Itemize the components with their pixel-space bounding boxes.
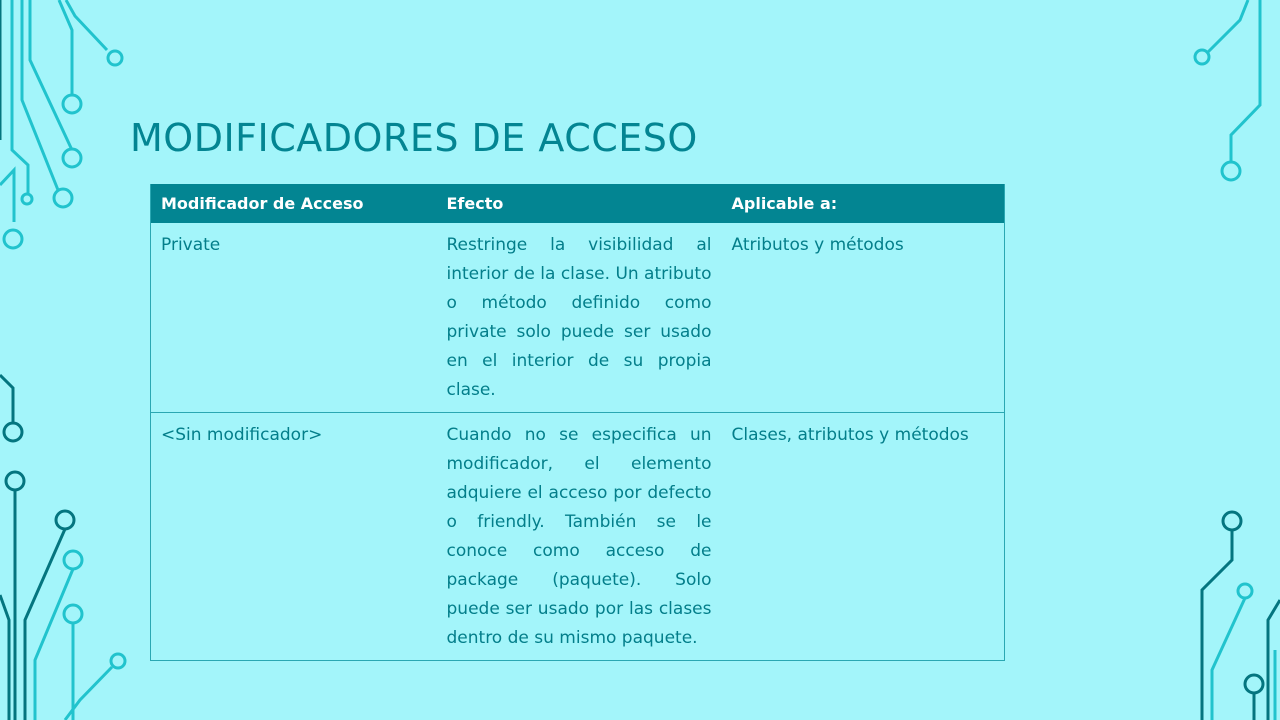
circuit-bottom-right-light (1212, 584, 1275, 720)
cell-applies-to: Clases, atributos y métodos (731, 425, 969, 445)
table-body (151, 223, 1005, 661)
circuit-top-left (0, 0, 122, 248)
cell-modifier: <Sin modificador> (161, 425, 323, 445)
slide-title: MODIFICADORES DE ACCESO (130, 116, 698, 160)
table-row (151, 223, 1005, 413)
cell-effect: Cuando no se especifica un modificador, el elemento adquiere el acceso por defecto o friendly. También se le conoce como acceso de package (paquete). Solo puede ser usado por las clases dentro de su mismo paquete. (446, 425, 712, 648)
cell-modifier: Private (161, 235, 221, 255)
header-effect: Efecto (446, 194, 504, 213)
circuit-bottom-left-light (35, 551, 125, 720)
header-applies-to: Aplicable a: (731, 194, 838, 213)
circuit-bottom-right (1202, 512, 1280, 720)
cell-applies-to: Atributos y métodos (731, 235, 904, 255)
circuit-top-right (1195, 0, 1260, 180)
cell-effect: Restringe la visibilidad al interior de la clase. Un atributo o método definido como private solo puede ser usado en el interior de su propia clase. (446, 235, 712, 400)
circuit-bottom-left (0, 375, 74, 720)
header-modifier: Modificador de Acceso (161, 194, 364, 213)
table-header-row (151, 184, 1005, 223)
table-header (151, 184, 1005, 223)
table-row (151, 413, 1005, 661)
access-modifiers-table (150, 184, 1005, 661)
